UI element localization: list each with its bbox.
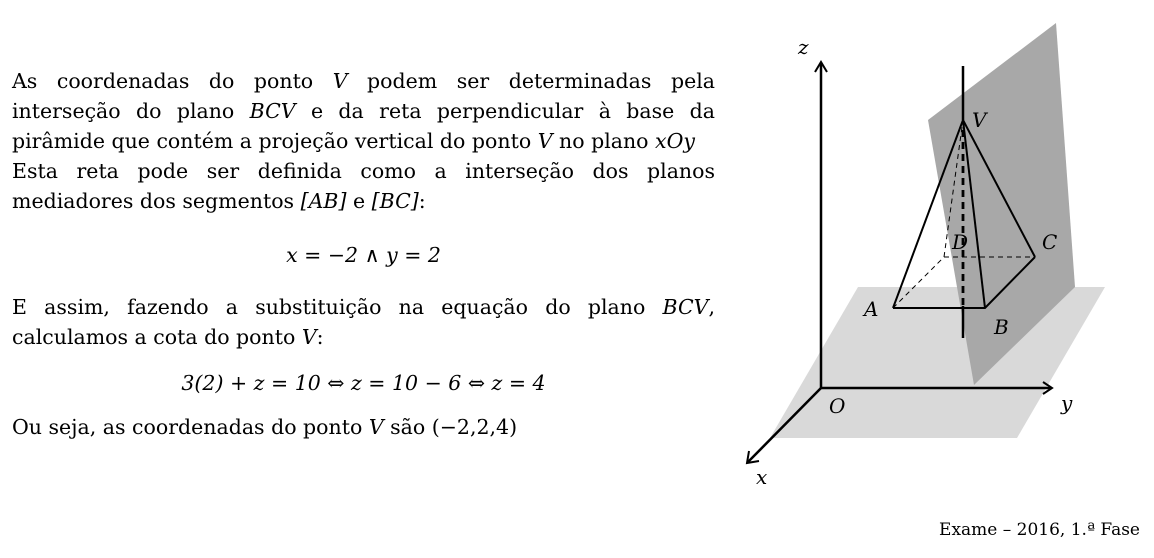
text-run: E assim, fazendo a substituição na equação do plano — [12, 295, 663, 319]
math-plane-bcv: BCV — [662, 295, 709, 319]
label-origin: O — [829, 394, 846, 418]
equation-line-intersection: x = −2 ∧ y = 2 — [286, 243, 441, 267]
label-d: D — [952, 230, 969, 254]
label-a: A — [864, 297, 879, 321]
math-point-v: V — [301, 325, 317, 349]
text-run: no plano — [552, 129, 656, 153]
label-c: C — [1042, 230, 1058, 254]
equation-cota-v: 3(2) + z = 10 ⇔ z = 10 − 6 ⇔ z = 4 — [181, 371, 546, 395]
paragraph-4 — [12, 412, 715, 442]
math-segment-ab: [AB] — [300, 189, 347, 213]
text-run: Ou seja, as coordenadas do ponto — [12, 415, 369, 439]
math-point-v: V — [332, 69, 348, 93]
math-plane-bcv: BCV — [249, 99, 296, 123]
solution-text — [12, 66, 715, 442]
text-run: : — [418, 189, 426, 213]
text-run: Esta reta pode ser definida como a interseção dos planos mediadores dos segmentos — [12, 159, 715, 213]
math-plane-xoy: xOy — [655, 129, 695, 153]
label-b: B — [994, 315, 1009, 339]
pyramid-diagram — [730, 20, 1130, 500]
paragraph-2 — [12, 156, 715, 216]
paragraph-1 — [12, 66, 715, 156]
exam-source: Exame – 2016, 1.ª Fase — [939, 520, 1140, 540]
label-x: x — [756, 465, 768, 489]
text-run: e — [346, 189, 372, 213]
label-y: y — [1061, 391, 1073, 415]
pyramid-diagram-svg — [730, 20, 1130, 500]
paragraph-3 — [12, 292, 715, 352]
math-point-v: V — [537, 129, 553, 153]
text-run: podem ser determinadas pela interseção do plano — [12, 69, 715, 123]
label-v: V — [972, 108, 987, 132]
text-run: : — [316, 325, 324, 349]
text-run: , calculamos a cota do ponto — [12, 295, 715, 349]
text-run: As coordenadas do ponto — [12, 69, 333, 93]
text-run: e da reta perpendicular à base da pirâmide que contém a projeção vertical do ponto — [12, 99, 716, 153]
label-z: z — [798, 35, 809, 59]
math-point-v: V — [368, 415, 384, 439]
math-segment-bc: [BC] — [371, 189, 419, 213]
text-run: são (−2,2,4) — [383, 415, 518, 439]
